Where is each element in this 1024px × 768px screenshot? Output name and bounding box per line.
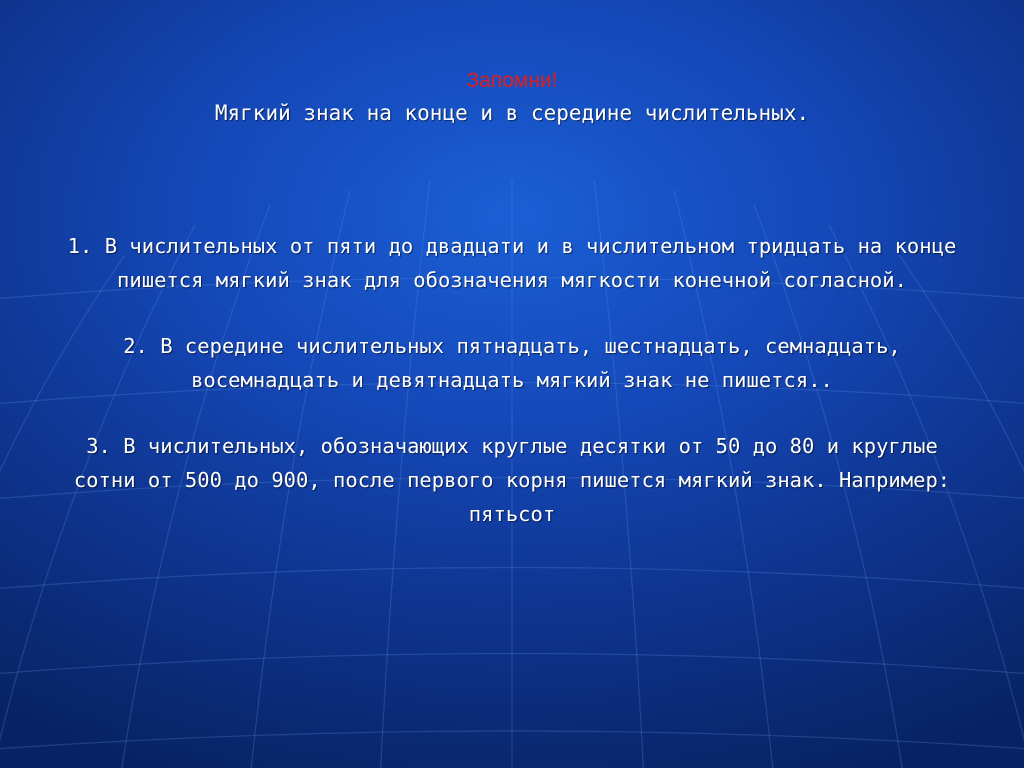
rule-item-3: 3. В числительных, обозначающих круглые десятки от 50 до 80 и круглые сотни от 500 до 900, после первого корня пишется мягкий знак. Например: пятьсот [73,434,951,526]
rule-item-1: 1. В числительных от пяти до двадцати и в числительном тридцать на конце пишется мягкий знак для обозначения мягкости конечной согласной. [67,234,957,292]
slide-subtitle: Мягкий знак на конце и в середине числительных. [214,101,810,125]
slide-content [60,68,964,531]
slide-heading: Запомни! [466,69,558,92]
rule-item-2: 2. В середине числительных пятнадцать, шестнадцать, семнадцать, восемнадцать и девятнадцать мягкий знак не пишется.. [123,334,901,392]
